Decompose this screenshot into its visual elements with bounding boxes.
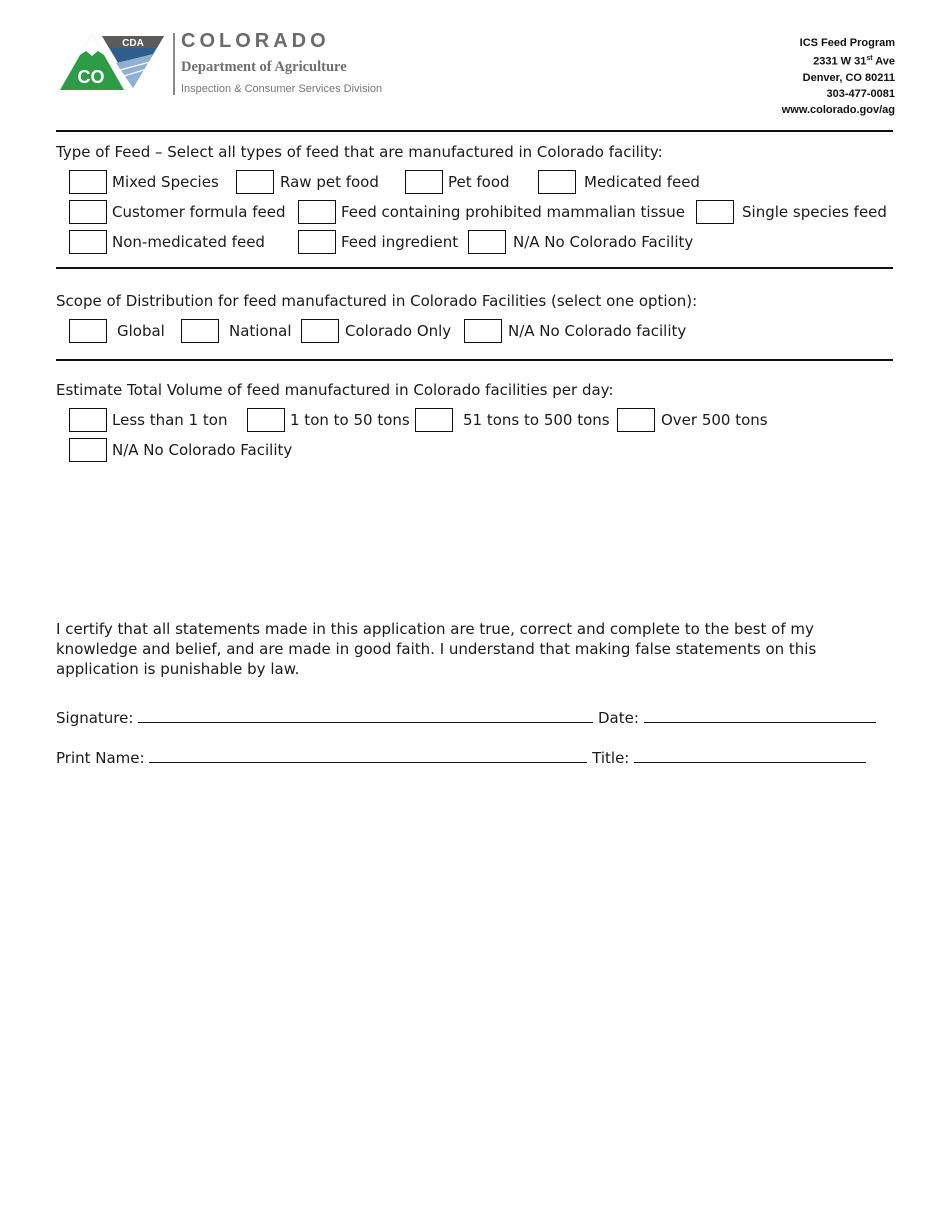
checkbox-single-species-feed[interactable] bbox=[696, 200, 734, 224]
print-name-field[interactable] bbox=[149, 748, 587, 763]
section-divider bbox=[56, 130, 893, 132]
print-name-row bbox=[56, 748, 866, 767]
option-label: National bbox=[229, 322, 292, 340]
distribution-question: Scope of Distribution for feed manufactured in Colorado Facilities (select one option): bbox=[56, 292, 698, 310]
section-divider bbox=[56, 267, 893, 269]
checkbox-raw-pet-food[interactable] bbox=[236, 170, 274, 194]
city-state-zip: Denver, CO 80211 bbox=[802, 71, 895, 84]
feed-type-question: Type of Feed – Select all types of feed that are manufactured in Colorado facility: bbox=[56, 143, 663, 161]
checkbox-na-no-colorado-facility[interactable] bbox=[464, 319, 502, 343]
logo-initials-text: CO bbox=[77, 67, 105, 87]
checkbox-over-500-tons[interactable] bbox=[617, 408, 655, 432]
checkbox-less-than-1-ton[interactable] bbox=[69, 408, 107, 432]
signature-label: Signature: bbox=[56, 709, 134, 727]
checkbox-feed-ingredient[interactable] bbox=[298, 230, 336, 254]
section-divider bbox=[56, 359, 893, 361]
cda-logo bbox=[58, 30, 178, 100]
checkbox-mixed-species[interactable] bbox=[69, 170, 107, 194]
option-label: Global bbox=[117, 322, 165, 340]
signature-field[interactable] bbox=[138, 708, 593, 723]
checkbox-national[interactable] bbox=[181, 319, 219, 343]
checkbox-1-to-50-tons[interactable] bbox=[247, 408, 285, 432]
program-address bbox=[782, 35, 895, 118]
street-address: 2331 W 31st Ave bbox=[813, 55, 895, 68]
checkbox-medicated-feed[interactable] bbox=[538, 170, 576, 194]
option-label: Medicated feed bbox=[584, 173, 700, 191]
option-label: Pet food bbox=[448, 173, 510, 191]
phone-number: 303-477-0081 bbox=[826, 87, 895, 100]
option-label: Raw pet food bbox=[280, 173, 379, 191]
certification-statement: I certify that all statements made in this application are true, correct and complete to the best of my knowledge and belief, and are made in good faith. I understand that making false statements on this application is punishable by law. bbox=[56, 620, 817, 678]
checkbox-51-to-500-tons[interactable] bbox=[415, 408, 453, 432]
option-label: Colorado Only bbox=[345, 322, 452, 340]
brand-divider bbox=[173, 33, 175, 95]
division-name: Inspection & Consumer Services Division bbox=[181, 83, 383, 95]
option-label: 1 ton to 50 tons bbox=[290, 411, 410, 429]
website-link[interactable]: www.colorado.gov/ag bbox=[781, 103, 895, 116]
option-label: N/A No Colorado Facility bbox=[112, 441, 293, 459]
signature-row bbox=[56, 708, 876, 727]
checkbox-colorado-only[interactable] bbox=[301, 319, 339, 343]
checkbox-na-no-colorado-facility[interactable] bbox=[69, 438, 107, 462]
print-name-label: Print Name: bbox=[56, 749, 145, 767]
option-label: Feed ingredient bbox=[341, 233, 459, 251]
option-label: Feed containing prohibited mammalian tissue bbox=[341, 203, 685, 221]
checkbox-pet-food[interactable] bbox=[405, 170, 443, 194]
option-label: Over 500 tons bbox=[661, 411, 768, 429]
volume-question: Estimate Total Volume of feed manufactured in Colorado facilities per day: bbox=[56, 381, 614, 399]
date-field[interactable] bbox=[644, 708, 876, 723]
logo-badge-text: CDA bbox=[122, 38, 144, 49]
checkbox-global[interactable] bbox=[69, 319, 107, 343]
option-label: Less than 1 ton bbox=[112, 411, 228, 429]
title-label: Title: bbox=[592, 749, 630, 767]
option-label: Single species feed bbox=[742, 203, 887, 221]
option-label: N/A No Colorado Facility bbox=[513, 233, 694, 251]
option-label: 51 tons to 500 tons bbox=[463, 411, 610, 429]
department-name: Department of Agriculture bbox=[181, 59, 347, 75]
option-label: Mixed Species bbox=[112, 173, 219, 191]
checkbox-non-medicated-feed[interactable] bbox=[69, 230, 107, 254]
brand-name: COLORADO bbox=[181, 30, 330, 52]
checkbox-prohibited-mammalian-tissue[interactable] bbox=[298, 200, 336, 224]
date-label: Date: bbox=[597, 709, 639, 727]
option-label: N/A No Colorado facility bbox=[508, 322, 687, 340]
option-label: Customer formula feed bbox=[112, 203, 286, 221]
option-label: Non-medicated feed bbox=[112, 233, 265, 251]
checkbox-customer-formula-feed[interactable] bbox=[69, 200, 107, 224]
checkbox-na-no-colorado-facility[interactable] bbox=[468, 230, 506, 254]
program-name: ICS Feed Program bbox=[799, 37, 895, 49]
title-field[interactable] bbox=[634, 748, 866, 763]
